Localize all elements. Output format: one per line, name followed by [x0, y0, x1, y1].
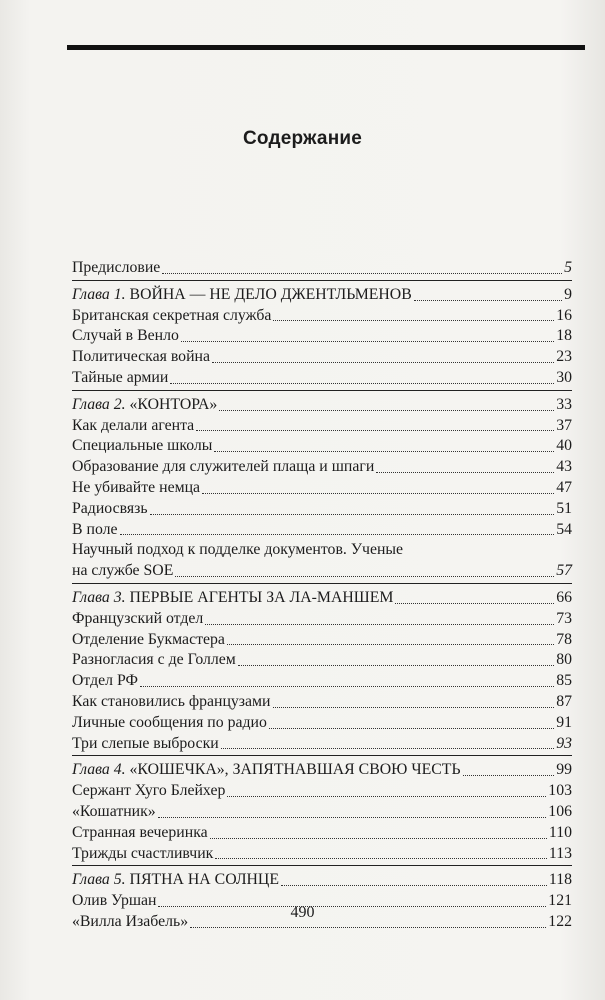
toc-entry-title-line: Научный подход к подделке документов. Ученые	[72, 541, 404, 559]
toc-entry[interactable]	[72, 713, 572, 734]
toc-entry-title: Не убивайте немца	[72, 478, 201, 496]
toc-entry[interactable]	[72, 844, 572, 865]
toc-page-number: 118	[548, 871, 572, 889]
toc-page-number: 85	[556, 672, 572, 690]
dot-leader	[281, 885, 547, 886]
table-of-contents	[72, 258, 572, 933]
toc-entry[interactable]	[72, 368, 572, 389]
toc-entry-title	[72, 760, 461, 781]
chapter-separator	[72, 280, 572, 281]
dot-leader	[170, 383, 554, 384]
toc-entry-title: Сержант Хуго Блейхер	[72, 782, 226, 800]
toc-entry[interactable]	[72, 630, 572, 651]
toc-entry[interactable]	[72, 734, 572, 755]
toc-page-number: 57	[556, 562, 572, 580]
toc-entry[interactable]	[72, 823, 572, 844]
dot-leader	[221, 748, 554, 749]
toc-entry[interactable]	[72, 499, 572, 520]
toc-page-number: 91	[556, 713, 572, 731]
dot-leader	[273, 320, 554, 321]
toc-entry-title: Три слепые выброски	[72, 734, 219, 752]
chapter-separator	[72, 390, 572, 391]
dot-leader	[196, 430, 554, 431]
toc-page-number: 87	[556, 692, 572, 710]
toc-page-number: 16	[556, 306, 572, 324]
dot-leader	[463, 775, 555, 776]
toc-entry[interactable]	[72, 478, 572, 499]
chapter-title: ВОЙНА — НЕ ДЕЛО ДЖЕНТЛЬМЕНОВ	[129, 285, 412, 303]
toc-entry-title	[72, 285, 412, 306]
dot-leader	[215, 858, 547, 859]
toc-entry-title: Как делали агента	[72, 416, 195, 434]
toc-entry[interactable]	[72, 306, 572, 327]
toc-page-number: 5	[564, 259, 572, 276]
toc-entry-title: Странная вечеринка	[72, 823, 208, 841]
toc-entry[interactable]	[72, 650, 572, 671]
toc-page-number: 66	[556, 588, 572, 606]
dot-leader	[140, 686, 554, 687]
toc-entry[interactable]	[72, 457, 572, 478]
toc-page-number: 122	[548, 912, 572, 930]
dot-leader	[150, 514, 555, 515]
chapter-title: ПЯТНА НА СОЛНЦЕ	[129, 871, 279, 889]
dot-leader	[190, 927, 546, 928]
toc-entry-title: Предисловие	[72, 259, 161, 276]
toc-page-number: 106	[548, 802, 572, 820]
dot-leader	[202, 493, 554, 494]
toc-entry[interactable]	[72, 692, 572, 713]
toc-entry-title: «Кошатник»	[72, 802, 156, 820]
chapter-title: «КОШЕЧКА», ЗАПЯТНАВШАЯ СВОЮ ЧЕСТЬ	[129, 761, 461, 779]
toc-page-number: 93	[556, 734, 572, 752]
toc-chapter[interactable]	[72, 285, 572, 306]
dot-leader	[414, 300, 562, 301]
toc-entry-title: Тайные армии	[72, 368, 169, 386]
toc-page-number: 73	[556, 609, 572, 627]
dot-leader	[158, 817, 547, 818]
page-title: Содержание	[242, 128, 363, 149]
toc-entry[interactable]	[72, 326, 572, 347]
toc-entry[interactable]	[72, 781, 572, 802]
toc-chapter[interactable]	[72, 588, 572, 609]
toc-chapter[interactable]	[72, 760, 572, 781]
chapter-separator	[72, 583, 572, 584]
dot-leader	[219, 410, 554, 411]
toc-entry-title: «Вилла Изабель»	[72, 912, 189, 930]
toc-entry-title: Образование для служителей плаща и шпаги	[72, 458, 375, 476]
dot-leader	[273, 707, 555, 708]
toc-entry-title: Специальные школы	[72, 437, 213, 455]
toc-entry-title: Разногласия с де Голлем	[72, 651, 236, 669]
dot-leader	[214, 451, 554, 452]
dot-leader	[175, 576, 554, 577]
dot-leader	[238, 665, 554, 666]
dot-leader	[227, 644, 554, 645]
toc-entry[interactable]	[72, 520, 572, 541]
toc-page-number: 80	[556, 651, 572, 669]
top-rule	[67, 45, 585, 50]
toc-entry-title: Трижды счастливчик	[72, 844, 214, 862]
toc-entry-title	[72, 588, 393, 609]
toc-page-number: 43	[556, 458, 572, 476]
toc-entry-title: Французский отдел	[72, 609, 204, 627]
toc-entry-title: Как становились французами	[72, 692, 271, 710]
toc-entry-title: Отделение Букмастера	[72, 630, 225, 648]
toc-page-number: 78	[556, 630, 572, 648]
toc-page-number: 37	[556, 416, 572, 434]
toc-entry[interactable]	[72, 671, 572, 692]
chapter-label: Глава 1.	[72, 285, 126, 303]
toc-page-number: 47	[556, 478, 572, 496]
dot-leader	[212, 362, 554, 363]
toc-page-number: 103	[548, 782, 572, 800]
toc-entry-title: Отдел РФ	[72, 672, 138, 690]
dot-leader	[205, 624, 554, 625]
chapter-separator	[72, 755, 572, 756]
toc-page-number: 121	[548, 892, 572, 910]
page-number: 490	[290, 904, 315, 921]
toc-entry[interactable]	[72, 436, 572, 457]
chapter-label: Глава 2.	[72, 395, 126, 413]
toc-entry[interactable]	[72, 802, 572, 823]
toc-page-number: 51	[556, 499, 572, 517]
toc-entry[interactable]	[72, 561, 572, 582]
toc-page-number: 113	[548, 844, 572, 862]
dot-leader	[210, 838, 547, 839]
toc-page-number: 99	[556, 761, 572, 779]
toc-page-number: 30	[556, 368, 572, 386]
toc-page-number: 9	[564, 285, 572, 303]
toc-page-number: 110	[548, 823, 572, 841]
toc-entry[interactable]	[72, 416, 572, 437]
dot-leader	[162, 273, 562, 274]
toc-entry-title: Олив Уршан	[72, 892, 157, 910]
dot-leader	[120, 534, 555, 535]
toc-page-number: 54	[556, 520, 572, 538]
toc-page-number: 18	[556, 327, 572, 345]
chapter-label: Глава 4.	[72, 761, 126, 779]
toc-page-number: 23	[556, 348, 572, 366]
chapter-label: Глава 5.	[72, 871, 126, 889]
toc-page-number: 33	[556, 395, 572, 413]
toc-entry-title: Британская секретная служба	[72, 306, 272, 324]
chapter-title: ПЕРВЫЕ АГЕНТЫ ЗА ЛА-МАНШЕМ	[129, 588, 394, 606]
toc-entry-title: на службе SOE	[72, 562, 174, 580]
dot-leader	[395, 603, 554, 604]
dot-leader	[269, 728, 554, 729]
dot-leader	[181, 341, 554, 342]
toc-entry-title: Радиосвязь	[72, 499, 148, 517]
toc-entry-title: Личные сообщения по радио	[72, 713, 267, 731]
toc-entry[interactable]	[72, 347, 572, 368]
dot-leader	[376, 472, 554, 473]
chapter-separator	[72, 865, 572, 866]
toc-entry-title: Политическая война	[72, 348, 210, 366]
toc-entry-title	[72, 870, 279, 891]
toc-entry-title: Случай в Венло	[72, 327, 179, 345]
chapter-label: Глава 3.	[72, 588, 126, 606]
toc-entry-title: В поле	[72, 520, 118, 538]
toc-chapter[interactable]	[72, 870, 572, 891]
dot-leader	[227, 796, 546, 797]
toc-entry[interactable]	[72, 258, 572, 279]
toc-entry[interactable]	[72, 609, 572, 630]
chapter-title: «КОНТОРА»	[129, 395, 218, 413]
toc-entry-title	[72, 395, 217, 416]
toc-chapter[interactable]	[72, 395, 572, 416]
toc-page-number: 40	[556, 437, 572, 455]
